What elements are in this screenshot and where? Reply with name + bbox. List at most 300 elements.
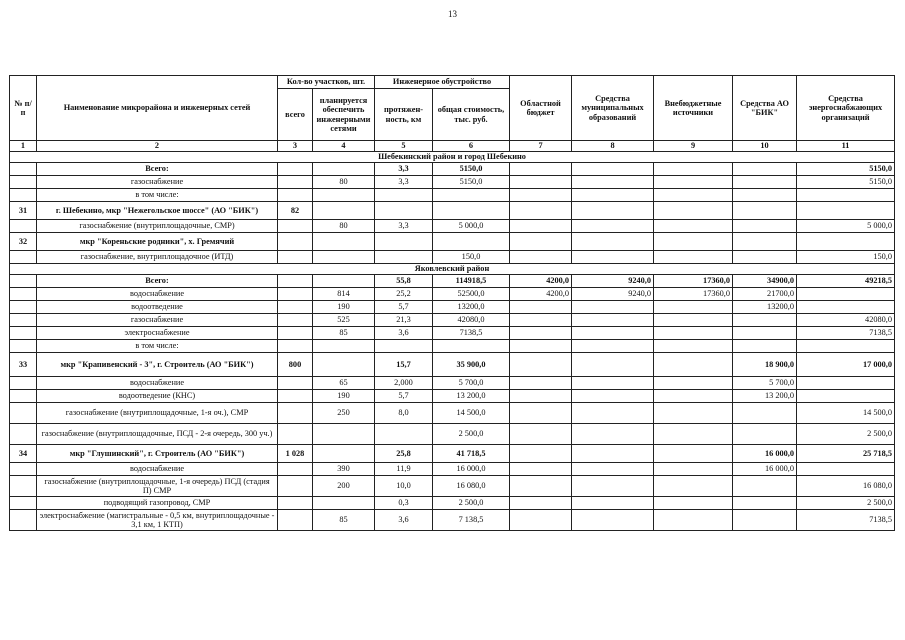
- cell-num: [10, 377, 37, 390]
- cell-bik: 16 000,0: [733, 445, 797, 463]
- cell-cost: 13200,0: [433, 301, 510, 314]
- cell-bik: 5 700,0: [733, 377, 797, 390]
- cell-municipal: [572, 202, 654, 220]
- column-number: 7: [510, 141, 572, 152]
- cell-name: мкр "Глушинский", г. Строитель (АО "БИК"): [37, 445, 278, 463]
- cell-extrabudgetary: [654, 403, 733, 424]
- cell-plots-planned: 80: [313, 220, 375, 233]
- table-row: [10, 189, 895, 202]
- cell-extrabudgetary: [654, 189, 733, 202]
- cell-plots-planned: 190: [313, 301, 375, 314]
- cell-energy: 2 500,0: [797, 497, 895, 510]
- cell-plots-total: [278, 403, 313, 424]
- header-num: № п/п: [10, 76, 37, 141]
- cell-municipal: [572, 390, 654, 403]
- cell-extrabudgetary: [654, 424, 733, 445]
- cell-municipal: 9240,0: [572, 288, 654, 301]
- cell-municipal: [572, 189, 654, 202]
- cell-extrabudgetary: [654, 340, 733, 353]
- cell-length: 3,6: [375, 327, 433, 340]
- cell-extrabudgetary: [654, 314, 733, 327]
- cell-cost: 5150,0: [433, 176, 510, 189]
- cell-plots-planned: [313, 233, 375, 251]
- cell-plots-planned: 190: [313, 390, 375, 403]
- table-row: [10, 176, 895, 189]
- cell-energy: [797, 377, 895, 390]
- cell-plots-total: [278, 497, 313, 510]
- cell-plots-total: 82: [278, 202, 313, 220]
- cell-municipal: [572, 424, 654, 445]
- cell-cost: 2 500,0: [433, 497, 510, 510]
- table-row: [10, 340, 895, 353]
- table-row: [10, 301, 895, 314]
- table-row: [10, 424, 895, 445]
- cell-energy: 17 000,0: [797, 353, 895, 377]
- cell-bik: 21700,0: [733, 288, 797, 301]
- cell-num: [10, 476, 37, 497]
- cell-num: [10, 163, 37, 176]
- cell-energy: 16 080,0: [797, 476, 895, 497]
- cell-extrabudgetary: [654, 301, 733, 314]
- cell-name: газоснабжение (внутриплощадочные, 1-я очередь) ПСД (стадия П) СМР: [37, 476, 278, 497]
- table-row: [10, 327, 895, 340]
- header-engineering-group: Инженерное обустройство: [375, 76, 510, 89]
- cell-bik: [733, 510, 797, 531]
- cell-municipal: [572, 476, 654, 497]
- cell-municipal: [572, 301, 654, 314]
- column-number: 10: [733, 141, 797, 152]
- cell-regional: [510, 390, 572, 403]
- cell-bik: 16 000,0: [733, 463, 797, 476]
- cell-energy: 5 000,0: [797, 220, 895, 233]
- cell-extrabudgetary: [654, 476, 733, 497]
- cell-extrabudgetary: [654, 353, 733, 377]
- cell-num: [10, 340, 37, 353]
- table-row: [10, 251, 895, 264]
- cell-plots-total: [278, 340, 313, 353]
- cell-plots-total: [278, 251, 313, 264]
- cell-plots-planned: [313, 202, 375, 220]
- cell-extrabudgetary: 17360,0: [654, 288, 733, 301]
- cell-plots-planned: [313, 445, 375, 463]
- section-row: [10, 264, 895, 275]
- cell-length: 11,9: [375, 463, 433, 476]
- cell-energy: [797, 340, 895, 353]
- cell-extrabudgetary: [654, 377, 733, 390]
- header-energy-funds: Средства энергоснабжающих организаций: [797, 76, 895, 141]
- cell-num: [10, 275, 37, 288]
- cell-num: [10, 176, 37, 189]
- cell-bik: 13 200,0: [733, 390, 797, 403]
- cell-regional: [510, 403, 572, 424]
- cell-length: 10,0: [375, 476, 433, 497]
- cell-name: г. Шебекино, мкр "Нежегольское шоссе" (АО "БИК"): [37, 202, 278, 220]
- page-number: 13: [448, 9, 457, 19]
- header-length: протяжен-ность, км: [375, 89, 433, 141]
- cell-length: 3,3: [375, 163, 433, 176]
- cell-bik: [733, 476, 797, 497]
- cell-extrabudgetary: [654, 220, 733, 233]
- cell-municipal: [572, 497, 654, 510]
- cell-plots-planned: [313, 497, 375, 510]
- cell-num: 34: [10, 445, 37, 463]
- cell-plots-total: [278, 275, 313, 288]
- cell-plots-total: [278, 476, 313, 497]
- cell-plots-total: [278, 176, 313, 189]
- header-regional-budget: Областной бюджет: [510, 76, 572, 141]
- object-row: [10, 233, 895, 251]
- cell-plots-planned: 525: [313, 314, 375, 327]
- cell-extrabudgetary: [654, 463, 733, 476]
- cell-length: 3,6: [375, 510, 433, 531]
- cell-energy: [797, 233, 895, 251]
- cell-num: [10, 510, 37, 531]
- cell-cost: 52500,0: [433, 288, 510, 301]
- cell-energy: 7138,5: [797, 327, 895, 340]
- cell-plots-total: 1 028: [278, 445, 313, 463]
- cell-bik: [733, 340, 797, 353]
- cell-bik: [733, 314, 797, 327]
- section-title: Шебекинский район и город Шебекино: [10, 152, 895, 163]
- cell-municipal: [572, 445, 654, 463]
- cell-plots-total: [278, 327, 313, 340]
- header-name: Наименование микрорайона и инженерных сетей: [37, 76, 278, 141]
- cell-length: 5,7: [375, 301, 433, 314]
- table-row: [10, 377, 895, 390]
- cell-name: газоснабжение: [37, 314, 278, 327]
- cell-plots-total: [278, 510, 313, 531]
- cell-plots-total: [278, 301, 313, 314]
- cell-plots-planned: 250: [313, 403, 375, 424]
- cell-extrabudgetary: [654, 202, 733, 220]
- investment-table: [9, 75, 895, 531]
- cell-regional: [510, 424, 572, 445]
- cell-regional: [510, 340, 572, 353]
- table-body: [10, 76, 895, 531]
- cell-cost: 2 500,0: [433, 424, 510, 445]
- column-number: 3: [278, 141, 313, 152]
- cell-length: 5,7: [375, 390, 433, 403]
- header-plots-planned: планируется обеспечить инженерными сетями: [313, 89, 375, 141]
- cell-bik: [733, 251, 797, 264]
- cell-regional: [510, 233, 572, 251]
- cell-plots-total: [278, 424, 313, 445]
- cell-num: [10, 327, 37, 340]
- column-number: 4: [313, 141, 375, 152]
- cell-energy: 25 718,5: [797, 445, 895, 463]
- cell-extrabudgetary: [654, 390, 733, 403]
- cell-cost: 13 200,0: [433, 390, 510, 403]
- cell-name: мкр "Кореньские родники", х. Гремячий: [37, 233, 278, 251]
- cell-energy: [797, 301, 895, 314]
- table-row: [10, 510, 895, 531]
- cell-regional: [510, 377, 572, 390]
- cell-num: [10, 497, 37, 510]
- table-row: [10, 314, 895, 327]
- cell-municipal: [572, 163, 654, 176]
- table-row: [10, 497, 895, 510]
- table-row: [10, 390, 895, 403]
- cell-num: 32: [10, 233, 37, 251]
- cell-cost: [433, 340, 510, 353]
- cell-plots-total: [278, 390, 313, 403]
- cell-bik: 34900,0: [733, 275, 797, 288]
- cell-bik: [733, 403, 797, 424]
- header-municipal-funds: Средства муниципальных образований: [572, 76, 654, 141]
- cell-num: 33: [10, 353, 37, 377]
- cell-plots-planned: 390: [313, 463, 375, 476]
- cell-cost: 5 700,0: [433, 377, 510, 390]
- cell-cost: 41 718,5: [433, 445, 510, 463]
- cell-num: [10, 424, 37, 445]
- cell-energy: 5150,0: [797, 163, 895, 176]
- cell-municipal: [572, 176, 654, 189]
- cell-energy: 14 500,0: [797, 403, 895, 424]
- cell-municipal: [572, 314, 654, 327]
- cell-bik: [733, 424, 797, 445]
- cell-length: 8,0: [375, 403, 433, 424]
- cell-extrabudgetary: [654, 445, 733, 463]
- cell-length: 3,3: [375, 220, 433, 233]
- cell-name: газоснабжение (внутриплощадочные, ПСД - 2-я очередь, 300 уч.): [37, 424, 278, 445]
- cell-cost: 35 900,0: [433, 353, 510, 377]
- cell-plots-total: [278, 463, 313, 476]
- cell-extrabudgetary: [654, 510, 733, 531]
- cell-length: [375, 202, 433, 220]
- cell-regional: [510, 327, 572, 340]
- cell-name: водоотведение: [37, 301, 278, 314]
- cell-length: [375, 251, 433, 264]
- cell-cost: [433, 189, 510, 202]
- cell-num: [10, 220, 37, 233]
- cell-name: газоснабжение, внутриплощадочное (ИТД): [37, 251, 278, 264]
- cell-cost: 5150,0: [433, 163, 510, 176]
- cell-bik: [733, 327, 797, 340]
- cell-cost: 16 000,0: [433, 463, 510, 476]
- cell-cost: 14 500,0: [433, 403, 510, 424]
- cell-energy: 42080,0: [797, 314, 895, 327]
- cell-energy: [797, 463, 895, 476]
- cell-length: [375, 340, 433, 353]
- cell-municipal: [572, 377, 654, 390]
- cell-length: 25,8: [375, 445, 433, 463]
- cell-name: газоснабжение (внутриплощадочные, СМР): [37, 220, 278, 233]
- cell-name: газоснабжение: [37, 176, 278, 189]
- cell-regional: [510, 353, 572, 377]
- cell-cost: 150,0: [433, 251, 510, 264]
- column-number: 8: [572, 141, 654, 152]
- cell-extrabudgetary: [654, 497, 733, 510]
- cell-plots-total: [278, 189, 313, 202]
- table-row: [10, 476, 895, 497]
- cell-regional: [510, 176, 572, 189]
- cell-municipal: [572, 463, 654, 476]
- cell-name: Всего:: [37, 275, 278, 288]
- column-number: 2: [37, 141, 278, 152]
- cell-plots-planned: [313, 424, 375, 445]
- cell-plots-planned: 85: [313, 510, 375, 531]
- cell-extrabudgetary: [654, 176, 733, 189]
- cell-regional: [510, 314, 572, 327]
- cell-energy: [797, 202, 895, 220]
- table-row: [10, 288, 895, 301]
- cell-name: водоснабжение: [37, 288, 278, 301]
- cell-cost: 42080,0: [433, 314, 510, 327]
- cell-plots-planned: [313, 340, 375, 353]
- cell-num: [10, 251, 37, 264]
- object-row: [10, 353, 895, 377]
- cell-length: 21,3: [375, 314, 433, 327]
- header-bik-funds: Средства АО "БИК": [733, 76, 797, 141]
- cell-bik: [733, 176, 797, 189]
- cell-name: газоснабжение (внутриплощадочные, 1-я оч.), СМР: [37, 403, 278, 424]
- cell-municipal: [572, 327, 654, 340]
- cell-energy: 5150,0: [797, 176, 895, 189]
- cell-energy: [797, 390, 895, 403]
- cell-extrabudgetary: [654, 233, 733, 251]
- cell-bik: [733, 220, 797, 233]
- cell-length: [375, 189, 433, 202]
- header-extrabudgetary: Внебюджетные источники: [654, 76, 733, 141]
- investment-table-sheet: [9, 75, 894, 531]
- cell-plots-planned: 85: [313, 327, 375, 340]
- cell-length: [375, 424, 433, 445]
- table-row: [10, 463, 895, 476]
- cell-num: [10, 301, 37, 314]
- cell-num: [10, 403, 37, 424]
- cell-energy: [797, 189, 895, 202]
- cell-regional: [510, 476, 572, 497]
- cell-plots-total: [278, 377, 313, 390]
- cell-extrabudgetary: [654, 251, 733, 264]
- cell-plots-total: [278, 288, 313, 301]
- cell-plots-total: [278, 314, 313, 327]
- cell-regional: [510, 445, 572, 463]
- cell-regional: [510, 301, 572, 314]
- cell-num: 31: [10, 202, 37, 220]
- cell-length: [375, 233, 433, 251]
- cell-plots-planned: 65: [313, 377, 375, 390]
- column-number: 1: [10, 141, 37, 152]
- cell-municipal: [572, 233, 654, 251]
- cell-num: [10, 463, 37, 476]
- cell-cost: 16 080,0: [433, 476, 510, 497]
- table-row: [10, 220, 895, 233]
- cell-municipal: [572, 353, 654, 377]
- column-number: 6: [433, 141, 510, 152]
- cell-bik: [733, 497, 797, 510]
- cell-name: водоотведение (КНС): [37, 390, 278, 403]
- cell-plots-planned: [313, 353, 375, 377]
- cell-energy: 2 500,0: [797, 424, 895, 445]
- cell-plots-planned: [313, 189, 375, 202]
- cell-num: [10, 314, 37, 327]
- cell-plots-total: [278, 163, 313, 176]
- cell-bik: 18 900,0: [733, 353, 797, 377]
- cell-plots-planned: 200: [313, 476, 375, 497]
- cell-plots-planned: [313, 275, 375, 288]
- cell-plots-total: 800: [278, 353, 313, 377]
- cell-plots-planned: 80: [313, 176, 375, 189]
- cell-regional: [510, 163, 572, 176]
- section-title: Яковлевский район: [10, 264, 895, 275]
- cell-name: водоснабжение: [37, 377, 278, 390]
- cell-length: 15,7: [375, 353, 433, 377]
- cell-cost: 7 138,5: [433, 510, 510, 531]
- cell-regional: [510, 189, 572, 202]
- cell-length: 3,3: [375, 176, 433, 189]
- cell-plots-planned: [313, 163, 375, 176]
- table-row: [10, 403, 895, 424]
- cell-name: мкр "Крапивенский - 3", г. Строитель (АО "БИК"): [37, 353, 278, 377]
- cell-name: в том числе:: [37, 189, 278, 202]
- cell-municipal: [572, 220, 654, 233]
- object-row: [10, 445, 895, 463]
- cell-bik: [733, 233, 797, 251]
- cell-municipal: [572, 510, 654, 531]
- section-row: [10, 152, 895, 163]
- cell-regional: [510, 510, 572, 531]
- cell-regional: [510, 463, 572, 476]
- header-plots-group: Кол-во участков, шт.: [278, 76, 375, 89]
- header-cost: общая стоимость, тыс. руб.: [433, 89, 510, 141]
- cell-bik: [733, 163, 797, 176]
- cell-municipal: [572, 251, 654, 264]
- cell-energy: [797, 288, 895, 301]
- cell-plots-planned: [313, 251, 375, 264]
- cell-regional: [510, 220, 572, 233]
- cell-extrabudgetary: [654, 327, 733, 340]
- cell-plots-total: [278, 233, 313, 251]
- cell-name: водоснабжение: [37, 463, 278, 476]
- cell-bik: [733, 189, 797, 202]
- cell-regional: [510, 202, 572, 220]
- cell-municipal: [572, 403, 654, 424]
- column-number-row: [10, 141, 895, 152]
- cell-regional: 4200,0: [510, 275, 572, 288]
- cell-name: электроснабжение (магистральные - 0,5 км, внутриплощадочные - 3,1 км, 1 КТП): [37, 510, 278, 531]
- table-row: [10, 275, 895, 288]
- cell-plots-total: [278, 220, 313, 233]
- header-plots-total: всего: [278, 89, 313, 141]
- cell-cost: 7138,5: [433, 327, 510, 340]
- cell-cost: [433, 202, 510, 220]
- cell-municipal: [572, 340, 654, 353]
- cell-cost: [433, 233, 510, 251]
- cell-municipal: 9240,0: [572, 275, 654, 288]
- cell-cost: 114918,5: [433, 275, 510, 288]
- column-number: 11: [797, 141, 895, 152]
- column-number: 9: [654, 141, 733, 152]
- column-number: 5: [375, 141, 433, 152]
- table-row: [10, 163, 895, 176]
- cell-name: Всего:: [37, 163, 278, 176]
- cell-regional: [510, 497, 572, 510]
- cell-extrabudgetary: 17360,0: [654, 275, 733, 288]
- cell-num: [10, 189, 37, 202]
- cell-energy: 49218,5: [797, 275, 895, 288]
- cell-bik: [733, 202, 797, 220]
- cell-energy: 150,0: [797, 251, 895, 264]
- cell-bik: 13200,0: [733, 301, 797, 314]
- cell-energy: 7138,5: [797, 510, 895, 531]
- cell-length: 2,000: [375, 377, 433, 390]
- cell-name: электроснабжение: [37, 327, 278, 340]
- cell-name: в том числе:: [37, 340, 278, 353]
- cell-extrabudgetary: [654, 163, 733, 176]
- cell-length: 25,2: [375, 288, 433, 301]
- cell-num: [10, 390, 37, 403]
